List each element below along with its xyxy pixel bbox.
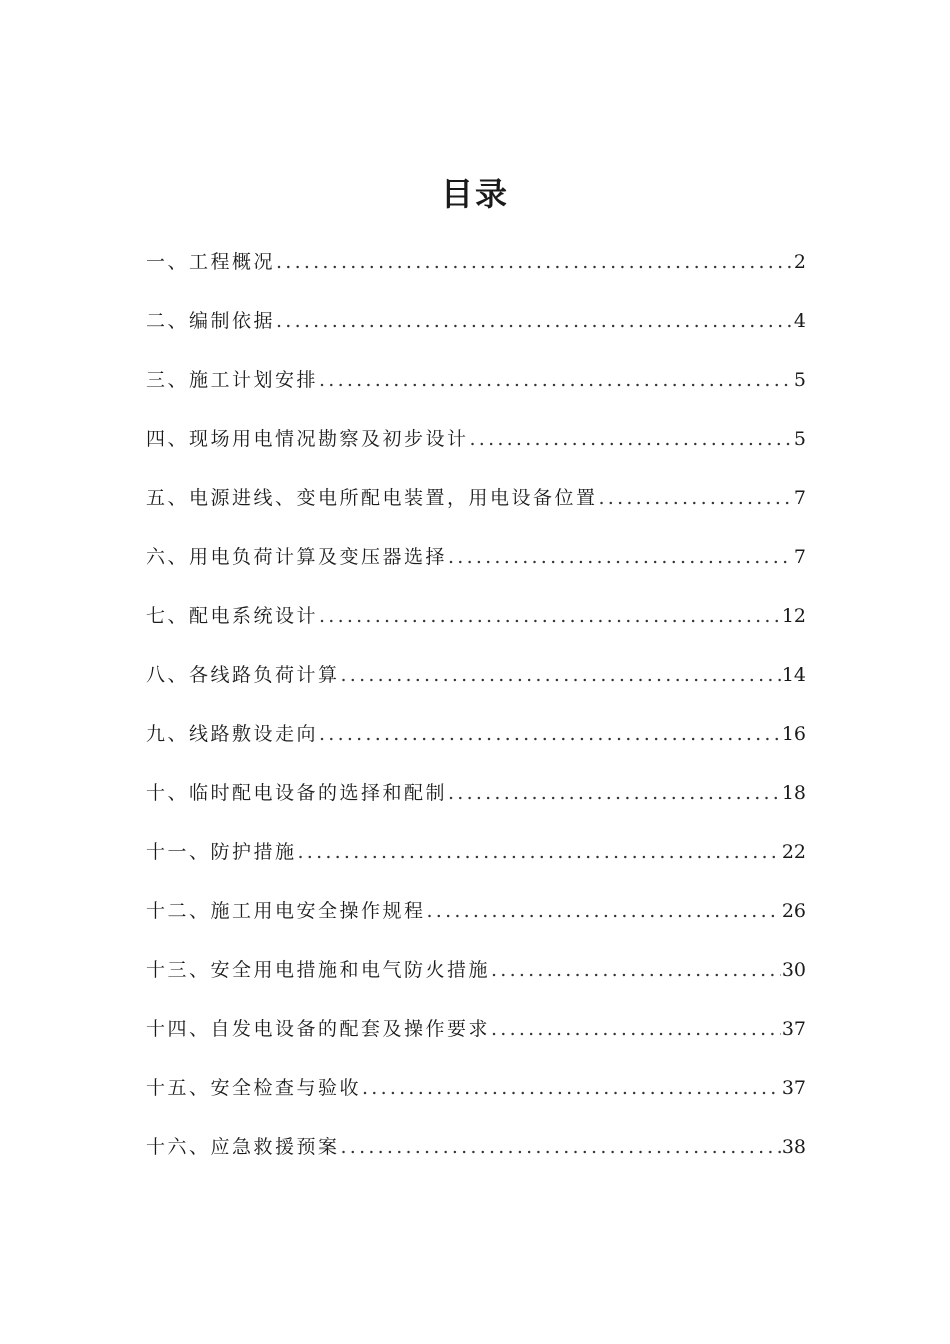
toc-dot-leader	[362, 1066, 781, 1110]
toc-entry-label: 十四、自发电设备的配套及操作要求	[146, 1018, 491, 1040]
toc-dot-leader	[276, 299, 793, 343]
toc-entry[interactable]	[146, 240, 806, 299]
toc-entry-page-number: 22	[781, 841, 806, 863]
toc-entry-label: 五、电源进线、变电所配电装置，用电设备位置	[146, 487, 598, 509]
toc-entry[interactable]	[146, 358, 806, 417]
toc-entry[interactable]	[146, 712, 806, 771]
toc-entry-label: 九、线路敷设走向	[146, 723, 319, 745]
toc-entry-page-number: 37	[781, 1018, 806, 1040]
toc-entry[interactable]	[146, 653, 806, 712]
toc-entry-label: 七、配电系统设计	[146, 605, 319, 627]
toc-dot-leader	[319, 358, 793, 402]
toc-entry[interactable]	[146, 889, 806, 948]
toc-entry-label: 十三、安全用电措施和电气防火措施	[146, 959, 491, 981]
toc-entry-page-number: 38	[781, 1136, 806, 1158]
toc-entry[interactable]	[146, 535, 806, 594]
toc-entry-page-number: 4	[793, 310, 806, 332]
toc-entry-page-number: 30	[781, 959, 806, 981]
toc-entry[interactable]	[146, 594, 806, 653]
toc-entry[interactable]	[146, 1007, 806, 1066]
toc-dot-leader	[427, 889, 781, 933]
toc-entry-label: 十五、安全检查与验收	[146, 1077, 362, 1099]
toc-entry-page-number: 26	[781, 900, 806, 922]
toc-entry-page-number: 7	[793, 487, 806, 509]
toc-entry-label: 十、临时配电设备的选择和配制	[146, 782, 448, 804]
toc-entry-label: 三、施工计划安排	[146, 369, 319, 391]
toc-entry-label: 八、各线路负荷计算	[146, 664, 340, 686]
toc-dot-leader	[491, 1007, 781, 1051]
toc-entry-page-number: 5	[793, 369, 806, 391]
toc-entry[interactable]	[146, 948, 806, 1007]
toc-entry-page-number: 37	[781, 1077, 806, 1099]
toc-dot-leader	[276, 240, 793, 284]
toc-entry[interactable]	[146, 1125, 806, 1184]
toc-dot-leader	[319, 594, 781, 638]
toc-dot-leader	[491, 948, 781, 992]
toc-entry-label: 四、现场用电情况勘察及初步设计	[146, 428, 469, 450]
toc-list	[146, 240, 806, 1184]
toc-entry[interactable]	[146, 830, 806, 889]
toc-entry-label: 二、编制依据	[146, 310, 276, 332]
toc-dot-leader	[341, 1125, 781, 1169]
toc-entry[interactable]	[146, 1066, 806, 1125]
toc-dot-leader	[298, 830, 781, 874]
toc-dot-leader	[341, 653, 781, 697]
toc-entry-page-number: 12	[781, 605, 806, 627]
toc-entry-label: 一、工程概况	[146, 251, 276, 273]
toc-entry[interactable]	[146, 417, 806, 476]
toc-entry[interactable]	[146, 771, 806, 830]
toc-entry-label: 十二、施工用电安全操作规程	[146, 900, 426, 922]
toc-entry-page-number: 16	[781, 723, 806, 745]
toc-entry-page-number: 5	[793, 428, 806, 450]
toc-entry-page-number: 14	[781, 664, 806, 686]
toc-entry-page-number: 2	[793, 251, 806, 273]
toc-entry[interactable]	[146, 476, 806, 535]
toc-dot-leader	[470, 417, 793, 461]
toc-entry[interactable]	[146, 299, 806, 358]
toc-dot-leader	[599, 476, 793, 520]
toc-entry-page-number: 18	[781, 782, 806, 804]
toc-dot-leader	[319, 712, 781, 756]
toc-title: 目录	[440, 175, 509, 213]
toc-dot-leader	[448, 535, 793, 579]
toc-entry-page-number: 7	[793, 546, 806, 568]
toc-entry-label: 十一、防护措施	[146, 841, 297, 863]
toc-dot-leader	[448, 771, 781, 815]
toc-entry-label: 十六、应急救援预案	[146, 1136, 340, 1158]
toc-entry-label: 六、用电负荷计算及变压器选择	[146, 546, 448, 568]
